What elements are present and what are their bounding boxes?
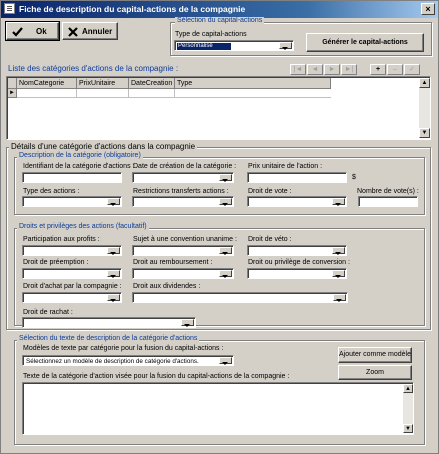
unanimous-convention-select[interactable] (132, 245, 234, 256)
chevron-down-icon[interactable] (332, 270, 345, 277)
chevron-down-icon[interactable] (107, 270, 120, 277)
row-header-corner (8, 78, 17, 89)
description-group-title: Description de la catégorie (obligatoire) (19, 152, 141, 159)
chevron-down-icon[interactable] (219, 247, 232, 254)
unanimous-convention-label: Sujet à une convention unanime : (133, 236, 237, 243)
chevron-down-icon[interactable] (107, 198, 120, 205)
last-record-button[interactable]: ►| (341, 64, 357, 75)
cell-divider (128, 89, 129, 98)
votes-count-input[interactable] (358, 196, 418, 207)
veto-right-label: Droit de véto : (248, 236, 292, 243)
add-record-button[interactable]: + (370, 64, 386, 75)
unit-price-input[interactable] (247, 172, 347, 183)
transfer-restrictions-label: Restrictions transferts actions : (133, 188, 229, 195)
prev-record-button[interactable]: ◄ (307, 64, 323, 75)
save-record-button[interactable]: ✓ (404, 64, 420, 75)
chevron-down-icon[interactable] (279, 42, 292, 49)
window-title: Fiche de description du capital-actions de la compagnie (19, 4, 246, 14)
ok-label: Ok (36, 27, 47, 36)
table-row[interactable] (17, 89, 331, 98)
generate-capital-button[interactable]: Générer le capital-actions (306, 33, 424, 52)
refund-right-select[interactable] (132, 268, 234, 279)
buyback-label: Droit de rachat : (23, 309, 73, 316)
scroll-up-arrow-icon[interactable]: ▲ (419, 78, 430, 88)
preemption-label: Droit de préemption : (23, 259, 89, 266)
buyback-select[interactable] (22, 317, 196, 328)
column-header[interactable]: Type (175, 78, 331, 89)
shares-type-label: Type des actions : (23, 188, 80, 195)
chevron-down-icon[interactable] (219, 174, 232, 181)
cancel-button[interactable] (62, 22, 118, 40)
checkmark-icon (12, 26, 23, 37)
add-as-model-button[interactable]: Ajouter comme modèle (338, 347, 412, 363)
chevron-down-icon[interactable] (107, 294, 120, 301)
first-record-button[interactable]: |◄ (290, 64, 306, 75)
conversion-right-label: Droit ou privilège de conversion : (248, 259, 350, 266)
current-row-indicator: ► (8, 89, 17, 98)
close-button[interactable] (421, 3, 435, 15)
column-header[interactable]: PrixUnitaire (77, 78, 129, 89)
chevron-down-icon[interactable] (333, 294, 346, 301)
cancel-label: Annuler (82, 27, 113, 36)
capital-type-label: Type de capital-actions (175, 31, 247, 38)
cell-divider (174, 89, 175, 98)
table-scrollbar[interactable] (419, 78, 430, 138)
close-icon: × (425, 4, 431, 14)
text-models-select[interactable] (22, 355, 234, 366)
scroll-up-arrow-icon[interactable]: ▲ (403, 384, 413, 393)
fusion-text-label: Texte de la catégorie d'action visée pour la fusion du capital-actions de la compagnie : (23, 373, 290, 380)
chevron-down-icon[interactable] (107, 247, 120, 254)
text-models-label: Modèles de texte par catégorie pour la fusion du capital-actions : (23, 345, 224, 352)
preemption-select[interactable] (22, 268, 122, 279)
company-purchase-label: Droit d'achat par la compagnie : (23, 283, 122, 290)
details-title: Détails d'une catégorie d'actions dans la compagnie (11, 142, 196, 151)
title-bar (1, 1, 438, 18)
capital-type-value: Personnalisé (177, 43, 231, 50)
voting-right-label: Droit de vote : (248, 188, 292, 195)
profits-label: Participation aux profits : (23, 236, 100, 243)
column-header[interactable]: DateCreation (129, 78, 175, 89)
scroll-down-arrow-icon[interactable]: ▼ (419, 128, 430, 138)
delete-record-button[interactable]: – (387, 64, 403, 75)
dividends-label: Droit aux dividendes : (133, 283, 201, 290)
chevron-down-icon[interactable] (219, 357, 232, 364)
chevron-down-icon[interactable] (181, 319, 194, 326)
category-id-label: Identifiant de la catégorie d'actions : (23, 163, 135, 170)
conversion-right-select[interactable] (247, 268, 347, 279)
creation-date-label: Date de création de la catégorie : (133, 163, 237, 170)
cross-icon (68, 27, 78, 37)
company-purchase-select[interactable] (22, 292, 122, 303)
next-record-button[interactable]: ► (324, 64, 340, 75)
dividends-select[interactable] (132, 292, 348, 303)
categories-table[interactable] (6, 76, 431, 140)
voting-right-select[interactable] (247, 196, 347, 207)
transfer-restrictions-select[interactable] (132, 196, 234, 207)
votes-count-label: Nombre de vote(s) : (357, 188, 419, 195)
creation-date-picker[interactable] (132, 172, 234, 183)
fusion-text-area[interactable] (22, 382, 414, 435)
column-header[interactable]: NomCategorie (17, 78, 77, 89)
cell-divider (76, 89, 77, 98)
chevron-down-icon[interactable] (332, 247, 345, 254)
veto-right-select[interactable] (247, 245, 347, 256)
category-id-input[interactable] (22, 172, 122, 183)
refund-right-label: Droit au remboursement : (133, 259, 213, 266)
categories-list-title: Liste des catégories d'actions de la compagnie : (8, 64, 179, 73)
text-selection-title: Sélection du texte de description de la catégorie d'actions (19, 335, 198, 342)
rights-group-title: Droits et privilèges des actions (facultatif) (19, 223, 147, 230)
scroll-down-arrow-icon[interactable]: ▼ (403, 424, 413, 433)
chevron-down-icon[interactable] (332, 198, 345, 205)
capital-type-select[interactable] (174, 40, 294, 51)
text-models-value: Sélectionnez un modèle de description de catégorie d'actions. (26, 358, 199, 365)
form-icon (4, 3, 15, 14)
currency-symbol: $ (352, 174, 356, 181)
chevron-down-icon[interactable] (219, 270, 232, 277)
chevron-down-icon[interactable] (219, 198, 232, 205)
zoom-button[interactable]: Zoom (338, 365, 412, 380)
profits-select[interactable] (22, 245, 122, 256)
text-area-scrollbar[interactable] (403, 384, 413, 433)
capital-selection-title: Sélection du capital-actions (177, 17, 263, 24)
shares-type-select[interactable] (22, 196, 122, 207)
unit-price-label: Prix unitaire de l'action : (248, 163, 323, 170)
ok-button[interactable] (6, 22, 59, 40)
